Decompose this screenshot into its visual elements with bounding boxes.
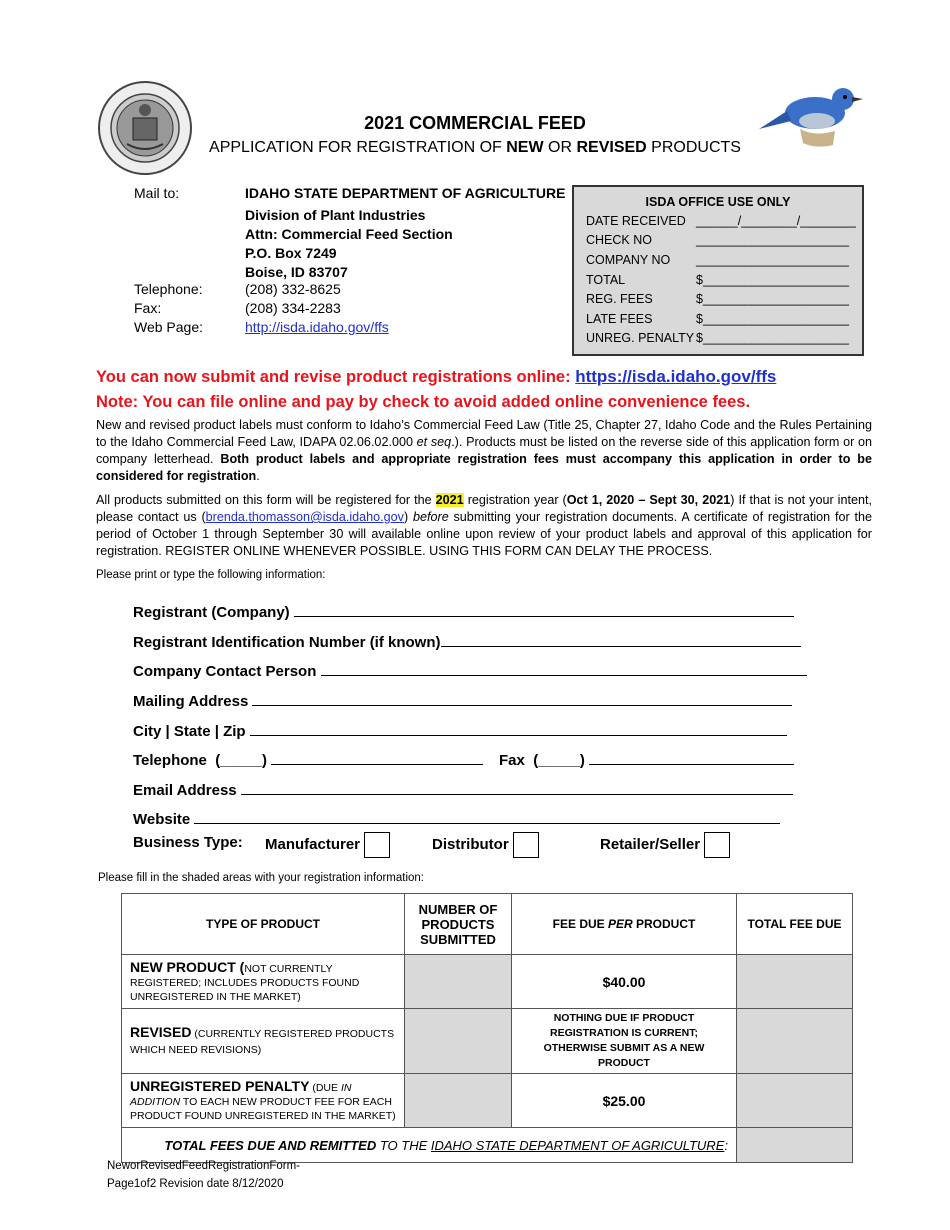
labels-paragraph: New and revised product labels must conform to Idaho’s Commercial Feed Law (Title 25, Chapter 27, Idaho Code and the Rules Pertaining to the Idaho Commercial Feed Law, IDAPA 02.06.02.000 et seq.). Products must be listed on the reverse side of this application form or on company letterhead. Both product labels and appropriate registration fees must accompany this application in order to be considered for registration. bbox=[96, 418, 872, 483]
office-row-line: $_____________________ bbox=[696, 273, 849, 287]
office-row-label: UNREG. PENALTY bbox=[586, 331, 695, 345]
manufacturer-checkbox[interactable] bbox=[364, 832, 390, 858]
office-row-line: ______/________/________ bbox=[696, 214, 856, 228]
new-product-cell: NEW PRODUCT (NOT CURRENTLY REGISTERED; INCLUDES PRODUCTS FOUND UNREGISTERED IN THE MARKET) bbox=[122, 955, 405, 1009]
fee-table bbox=[121, 893, 853, 1163]
office-row-label: TOTAL bbox=[586, 273, 626, 287]
revised-cell: REVISED (CURRENTLY REGISTERED PRODUCTS WHICH NEED REVISIONS) bbox=[122, 1009, 405, 1074]
distributor-option[interactable]: Distributor bbox=[432, 832, 539, 858]
office-row-line: $_____________________ bbox=[696, 292, 849, 306]
office-row-line: $_____________________ bbox=[696, 312, 849, 326]
contact-person-field[interactable]: Company Contact Person bbox=[133, 660, 807, 680]
office-row-label: LATE FEES bbox=[586, 312, 653, 326]
contact-email-link[interactable]: brenda.thomasson@isda.idaho.gov bbox=[205, 510, 404, 524]
penalty-count-input[interactable] bbox=[405, 1074, 512, 1128]
registrant-company-field[interactable]: Registrant (Company) bbox=[133, 601, 794, 621]
office-row-label: COMPANY NO bbox=[586, 253, 671, 267]
office-use-box bbox=[572, 185, 864, 356]
new-product-count-input[interactable] bbox=[405, 955, 512, 1009]
fax-label: Fax: bbox=[134, 300, 162, 316]
telephone-value: (208) 332-8625 bbox=[245, 281, 341, 297]
table-row bbox=[122, 1009, 853, 1074]
website-field[interactable]: Website bbox=[133, 808, 780, 828]
manufacturer-option[interactable]: Manufacturer bbox=[265, 832, 390, 858]
mail-city: Boise, ID 83707 bbox=[245, 264, 348, 280]
office-row-label: CHECK NO bbox=[586, 233, 652, 247]
header-total: TOTAL FEE DUE bbox=[737, 894, 853, 955]
fee-note: Note: You can file online and pay by check to avoid added online convenience fees. bbox=[96, 393, 751, 411]
header-type: TYPE OF PRODUCT bbox=[122, 894, 405, 955]
year-highlight: 2021 bbox=[435, 493, 464, 507]
web-link[interactable]: http://isda.idaho.gov/ffs bbox=[245, 319, 389, 335]
header-number: NUMBER OF PRODUCTS SUBMITTED bbox=[405, 894, 512, 955]
office-row-label: REG. FEES bbox=[586, 292, 653, 306]
office-row-line: ______________________ bbox=[696, 233, 849, 247]
penalty-fee: $25.00 bbox=[512, 1074, 737, 1128]
footer-revision: Page1of2 Revision date 8/12/2020 bbox=[107, 1178, 284, 1190]
retailer-option[interactable]: Retailer/Seller bbox=[600, 832, 730, 858]
email-address-field[interactable]: Email Address bbox=[133, 779, 793, 799]
penalty-total-input[interactable] bbox=[737, 1074, 853, 1128]
new-product-total-input[interactable] bbox=[737, 955, 853, 1009]
retailer-checkbox[interactable] bbox=[704, 832, 730, 858]
mail-division: Division of Plant Industries bbox=[245, 207, 426, 223]
mailing-address-field[interactable]: Mailing Address bbox=[133, 690, 792, 710]
footer-form-name: NeworRevisedFeedRegistrationForm- bbox=[107, 1160, 301, 1172]
mail-to-label: Mail to: bbox=[134, 185, 180, 201]
revised-count-input[interactable] bbox=[405, 1009, 512, 1074]
header-fee: FEE DUE PER PRODUCT bbox=[512, 894, 737, 955]
table-row bbox=[122, 1074, 853, 1128]
penalty-cell: UNREGISTERED PENALTY (DUE IN ADDITION TO EACH NEW PRODUCT FEE FOR EACH PRODUCT FOUND UNREGISTERED IN THE MARKET) bbox=[122, 1074, 405, 1128]
online-registration-link[interactable]: https://isda.idaho.gov/ffs bbox=[575, 367, 777, 386]
office-use-heading: ISDA OFFICE USE ONLY bbox=[645, 195, 791, 209]
form-title: 2021 COMMERCIAL FEED bbox=[364, 113, 586, 133]
new-product-fee: $40.00 bbox=[512, 955, 737, 1009]
distributor-checkbox[interactable] bbox=[513, 832, 539, 858]
telephone-label: Telephone: bbox=[134, 281, 203, 297]
form-subtitle: APPLICATION FOR REGISTRATION OF NEW OR REVISED PRODUCTS bbox=[209, 139, 741, 156]
fax-value: (208) 334-2283 bbox=[245, 300, 341, 316]
revised-fee-note: NOTHING DUE IF PRODUCT REGISTRATION IS CURRENT; OTHERWISE SUBMIT AS A NEW PRODUCT bbox=[512, 1009, 737, 1074]
office-row-label: DATE RECEIVED bbox=[586, 214, 686, 228]
fax-field[interactable]: Fax (_____) bbox=[499, 749, 794, 769]
table-header-row bbox=[122, 894, 853, 955]
revised-total-input[interactable] bbox=[737, 1009, 853, 1074]
total-fees-label: TOTAL FEES DUE AND REMITTED TO THE IDAHO STATE DEPARTMENT OF AGRICULTURE: bbox=[122, 1128, 737, 1163]
mail-attn: Attn: Commercial Feed Section bbox=[245, 226, 453, 242]
business-type-label: Business Type: bbox=[133, 834, 243, 851]
print-instructions: Please print or type the following information: bbox=[96, 569, 326, 581]
mail-org: IDAHO STATE DEPARTMENT OF AGRICULTURE bbox=[245, 185, 566, 201]
office-row-line: ______________________ bbox=[696, 253, 849, 267]
shaded-instructions: Please fill in the shaded areas with your registration information: bbox=[98, 872, 425, 884]
telephone-field[interactable]: Telephone (_____) bbox=[133, 749, 483, 769]
registrant-id-field[interactable]: Registrant Identification Number (if known) bbox=[133, 631, 801, 651]
office-row-line: $_____________________ bbox=[696, 331, 849, 345]
total-fees-input[interactable] bbox=[737, 1128, 853, 1163]
mail-po-box: P.O. Box 7249 bbox=[245, 245, 337, 261]
web-label: Web Page: bbox=[134, 319, 204, 335]
city-state-zip-field[interactable]: City | State | Zip bbox=[133, 720, 787, 740]
registration-year-paragraph: All products submitted on this form will be registered for the 2021 registration year (Oct 1, 2020 – Sept 30, 2021) If that is not your intent, please contact us (brenda.thomasson@isda.idaho.gov) before submitting your registration documents. A certificate of registration for the period of October 1 through September 30 will available online upon review of your product labels and approval of this application for registration. REGISTER ONLINE WHENEVER POSSIBLE. USING THIS FORM CAN DELAY THE PROCESS. bbox=[96, 493, 872, 558]
table-row bbox=[122, 955, 853, 1009]
online-notice: You can now submit and revise product registrations online: https://isda.idaho.gov/ffs bbox=[96, 367, 777, 386]
